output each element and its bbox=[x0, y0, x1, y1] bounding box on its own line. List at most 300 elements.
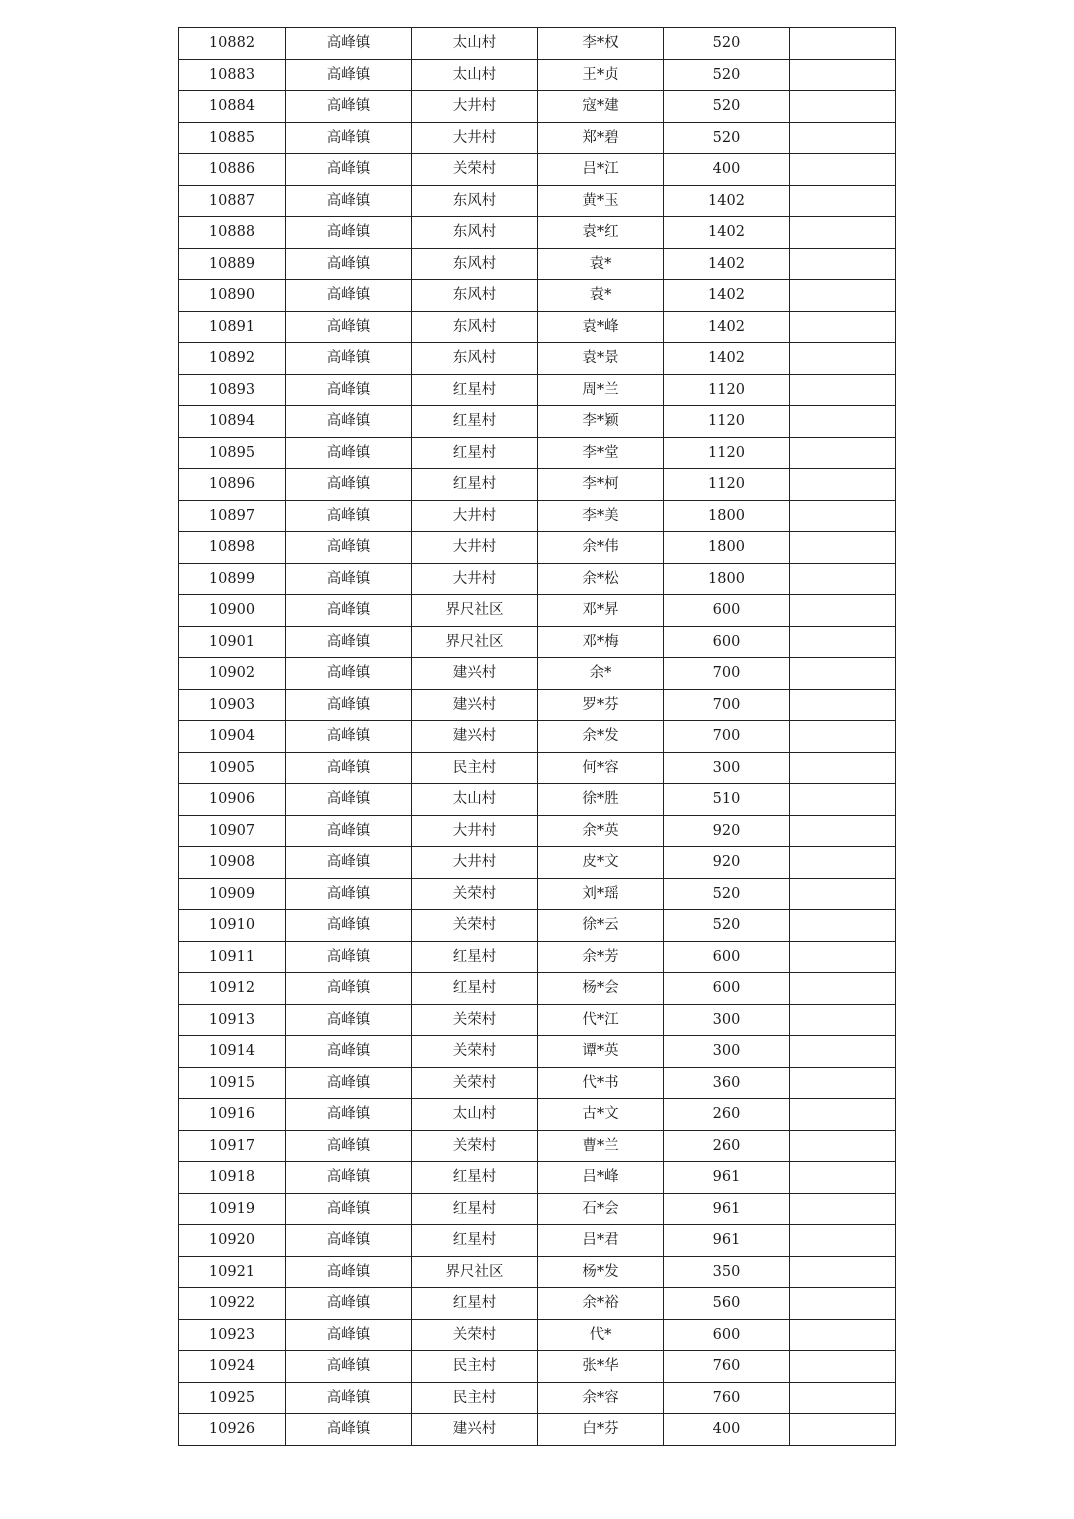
village-cell: 红星村 bbox=[412, 1162, 538, 1194]
note-cell bbox=[790, 784, 896, 816]
amount-cell: 1800 bbox=[664, 532, 790, 564]
amount-cell: 520 bbox=[664, 878, 790, 910]
row-number-cell: 10925 bbox=[179, 1382, 286, 1414]
name-cell: 古*文 bbox=[538, 1099, 664, 1131]
table-row bbox=[179, 1288, 896, 1320]
note-cell bbox=[790, 374, 896, 406]
row-number-cell: 10883 bbox=[179, 59, 286, 91]
table-row bbox=[179, 280, 896, 312]
village-cell: 太山村 bbox=[412, 1099, 538, 1131]
table-row bbox=[179, 217, 896, 249]
note-cell bbox=[790, 1225, 896, 1257]
town-cell: 高峰镇 bbox=[286, 752, 412, 784]
village-cell: 建兴村 bbox=[412, 689, 538, 721]
note-cell bbox=[790, 248, 896, 280]
note-cell bbox=[790, 595, 896, 627]
row-number-cell: 10884 bbox=[179, 91, 286, 123]
amount-cell: 600 bbox=[664, 973, 790, 1005]
town-cell: 高峰镇 bbox=[286, 280, 412, 312]
note-cell bbox=[790, 1099, 896, 1131]
note-cell bbox=[790, 437, 896, 469]
note-cell bbox=[790, 626, 896, 658]
village-cell: 大井村 bbox=[412, 500, 538, 532]
village-cell: 红星村 bbox=[412, 1193, 538, 1225]
town-cell: 高峰镇 bbox=[286, 1256, 412, 1288]
name-cell: 李*柯 bbox=[538, 469, 664, 501]
row-number-cell: 10889 bbox=[179, 248, 286, 280]
amount-cell: 260 bbox=[664, 1099, 790, 1131]
note-cell bbox=[790, 1414, 896, 1446]
village-cell: 建兴村 bbox=[412, 721, 538, 753]
table-row bbox=[179, 469, 896, 501]
note-cell bbox=[790, 1382, 896, 1414]
name-cell: 石*会 bbox=[538, 1193, 664, 1225]
note-cell bbox=[790, 217, 896, 249]
note-cell bbox=[790, 721, 896, 753]
name-cell: 黄*玉 bbox=[538, 185, 664, 217]
town-cell: 高峰镇 bbox=[286, 658, 412, 690]
table-row bbox=[179, 626, 896, 658]
row-number-cell: 10892 bbox=[179, 343, 286, 375]
town-cell: 高峰镇 bbox=[286, 1067, 412, 1099]
table-row bbox=[179, 1004, 896, 1036]
village-cell: 大井村 bbox=[412, 563, 538, 595]
village-cell: 民主村 bbox=[412, 752, 538, 784]
table-row bbox=[179, 122, 896, 154]
town-cell: 高峰镇 bbox=[286, 847, 412, 879]
table-row bbox=[179, 1225, 896, 1257]
name-cell: 李*权 bbox=[538, 28, 664, 60]
amount-cell: 1402 bbox=[664, 217, 790, 249]
amount-cell: 400 bbox=[664, 1414, 790, 1446]
amount-cell: 300 bbox=[664, 752, 790, 784]
table-row bbox=[179, 91, 896, 123]
village-cell: 太山村 bbox=[412, 784, 538, 816]
name-cell: 袁*红 bbox=[538, 217, 664, 249]
table-row bbox=[179, 689, 896, 721]
note-cell bbox=[790, 1130, 896, 1162]
row-number-cell: 10896 bbox=[179, 469, 286, 501]
village-cell: 大井村 bbox=[412, 847, 538, 879]
table-row bbox=[179, 752, 896, 784]
row-number-cell: 10906 bbox=[179, 784, 286, 816]
village-cell: 东风村 bbox=[412, 185, 538, 217]
town-cell: 高峰镇 bbox=[286, 469, 412, 501]
row-number-cell: 10916 bbox=[179, 1099, 286, 1131]
row-number-cell: 10918 bbox=[179, 1162, 286, 1194]
row-number-cell: 10912 bbox=[179, 973, 286, 1005]
table-row bbox=[179, 1382, 896, 1414]
town-cell: 高峰镇 bbox=[286, 28, 412, 60]
note-cell bbox=[790, 1004, 896, 1036]
table-row bbox=[179, 311, 896, 343]
note-cell bbox=[790, 280, 896, 312]
table-row bbox=[179, 847, 896, 879]
town-cell: 高峰镇 bbox=[286, 815, 412, 847]
town-cell: 高峰镇 bbox=[286, 374, 412, 406]
amount-cell: 961 bbox=[664, 1225, 790, 1257]
town-cell: 高峰镇 bbox=[286, 1036, 412, 1068]
name-cell: 邓*梅 bbox=[538, 626, 664, 658]
village-cell: 东风村 bbox=[412, 217, 538, 249]
town-cell: 高峰镇 bbox=[286, 1382, 412, 1414]
village-cell: 东风村 bbox=[412, 343, 538, 375]
note-cell bbox=[790, 973, 896, 1005]
table-row bbox=[179, 595, 896, 627]
village-cell: 民主村 bbox=[412, 1382, 538, 1414]
village-cell: 关荣村 bbox=[412, 1036, 538, 1068]
town-cell: 高峰镇 bbox=[286, 154, 412, 186]
table-row bbox=[179, 1036, 896, 1068]
amount-cell: 1800 bbox=[664, 563, 790, 595]
town-cell: 高峰镇 bbox=[286, 941, 412, 973]
row-number-cell: 10909 bbox=[179, 878, 286, 910]
amount-cell: 520 bbox=[664, 910, 790, 942]
amount-cell: 1800 bbox=[664, 500, 790, 532]
table-row bbox=[179, 721, 896, 753]
row-number-cell: 10921 bbox=[179, 1256, 286, 1288]
note-cell bbox=[790, 689, 896, 721]
name-cell: 杨*会 bbox=[538, 973, 664, 1005]
town-cell: 高峰镇 bbox=[286, 1130, 412, 1162]
amount-cell: 300 bbox=[664, 1036, 790, 1068]
table-row bbox=[179, 374, 896, 406]
village-cell: 关荣村 bbox=[412, 154, 538, 186]
name-cell: 曹*兰 bbox=[538, 1130, 664, 1162]
row-number-cell: 10915 bbox=[179, 1067, 286, 1099]
name-cell: 李*美 bbox=[538, 500, 664, 532]
amount-cell: 600 bbox=[664, 1319, 790, 1351]
village-cell: 红星村 bbox=[412, 1225, 538, 1257]
row-number-cell: 10914 bbox=[179, 1036, 286, 1068]
note-cell bbox=[790, 910, 896, 942]
village-cell: 东风村 bbox=[412, 280, 538, 312]
note-cell bbox=[790, 469, 896, 501]
town-cell: 高峰镇 bbox=[286, 973, 412, 1005]
town-cell: 高峰镇 bbox=[286, 343, 412, 375]
amount-cell: 400 bbox=[664, 154, 790, 186]
note-cell bbox=[790, 1162, 896, 1194]
amount-cell: 350 bbox=[664, 1256, 790, 1288]
amount-cell: 600 bbox=[664, 941, 790, 973]
name-cell: 张*华 bbox=[538, 1351, 664, 1383]
town-cell: 高峰镇 bbox=[286, 437, 412, 469]
name-cell: 徐*云 bbox=[538, 910, 664, 942]
town-cell: 高峰镇 bbox=[286, 878, 412, 910]
town-cell: 高峰镇 bbox=[286, 1414, 412, 1446]
name-cell: 刘*瑶 bbox=[538, 878, 664, 910]
table-row bbox=[179, 1414, 896, 1446]
town-cell: 高峰镇 bbox=[286, 910, 412, 942]
amount-cell: 700 bbox=[664, 658, 790, 690]
roster-table-body bbox=[179, 28, 896, 1446]
row-number-cell: 10924 bbox=[179, 1351, 286, 1383]
town-cell: 高峰镇 bbox=[286, 91, 412, 123]
village-cell: 太山村 bbox=[412, 28, 538, 60]
row-number-cell: 10895 bbox=[179, 437, 286, 469]
amount-cell: 1402 bbox=[664, 248, 790, 280]
name-cell: 吕*江 bbox=[538, 154, 664, 186]
village-cell: 关荣村 bbox=[412, 1067, 538, 1099]
name-cell: 周*兰 bbox=[538, 374, 664, 406]
note-cell bbox=[790, 91, 896, 123]
table-row bbox=[179, 910, 896, 942]
row-number-cell: 10890 bbox=[179, 280, 286, 312]
amount-cell: 920 bbox=[664, 847, 790, 879]
village-cell: 界尺社区 bbox=[412, 626, 538, 658]
amount-cell: 1120 bbox=[664, 406, 790, 438]
town-cell: 高峰镇 bbox=[286, 1004, 412, 1036]
note-cell bbox=[790, 1193, 896, 1225]
town-cell: 高峰镇 bbox=[286, 59, 412, 91]
amount-cell: 600 bbox=[664, 626, 790, 658]
note-cell bbox=[790, 343, 896, 375]
name-cell: 余*发 bbox=[538, 721, 664, 753]
name-cell: 罗*芬 bbox=[538, 689, 664, 721]
note-cell bbox=[790, 752, 896, 784]
note-cell bbox=[790, 59, 896, 91]
name-cell: 杨*发 bbox=[538, 1256, 664, 1288]
table-row bbox=[179, 154, 896, 186]
note-cell bbox=[790, 122, 896, 154]
amount-cell: 1120 bbox=[664, 469, 790, 501]
village-cell: 关荣村 bbox=[412, 878, 538, 910]
row-number-cell: 10919 bbox=[179, 1193, 286, 1225]
row-number-cell: 10911 bbox=[179, 941, 286, 973]
row-number-cell: 10908 bbox=[179, 847, 286, 879]
amount-cell: 360 bbox=[664, 1067, 790, 1099]
village-cell: 关荣村 bbox=[412, 910, 538, 942]
town-cell: 高峰镇 bbox=[286, 122, 412, 154]
table-row bbox=[179, 563, 896, 595]
name-cell: 寇*建 bbox=[538, 91, 664, 123]
note-cell bbox=[790, 1288, 896, 1320]
village-cell: 红星村 bbox=[412, 437, 538, 469]
village-cell: 民主村 bbox=[412, 1351, 538, 1383]
village-cell: 红星村 bbox=[412, 1288, 538, 1320]
name-cell: 袁* bbox=[538, 280, 664, 312]
village-cell: 红星村 bbox=[412, 941, 538, 973]
note-cell bbox=[790, 311, 896, 343]
row-number-cell: 10917 bbox=[179, 1130, 286, 1162]
row-number-cell: 10910 bbox=[179, 910, 286, 942]
note-cell bbox=[790, 406, 896, 438]
name-cell: 代*江 bbox=[538, 1004, 664, 1036]
row-number-cell: 10900 bbox=[179, 595, 286, 627]
table-row bbox=[179, 1319, 896, 1351]
table-row bbox=[179, 185, 896, 217]
note-cell bbox=[790, 563, 896, 595]
town-cell: 高峰镇 bbox=[286, 595, 412, 627]
town-cell: 高峰镇 bbox=[286, 1162, 412, 1194]
note-cell bbox=[790, 500, 896, 532]
town-cell: 高峰镇 bbox=[286, 1225, 412, 1257]
amount-cell: 961 bbox=[664, 1162, 790, 1194]
name-cell: 余* bbox=[538, 658, 664, 690]
row-number-cell: 10922 bbox=[179, 1288, 286, 1320]
amount-cell: 300 bbox=[664, 1004, 790, 1036]
note-cell bbox=[790, 941, 896, 973]
village-cell: 红星村 bbox=[412, 374, 538, 406]
name-cell: 余*容 bbox=[538, 1382, 664, 1414]
village-cell: 大井村 bbox=[412, 532, 538, 564]
town-cell: 高峰镇 bbox=[286, 784, 412, 816]
table-row bbox=[179, 658, 896, 690]
name-cell: 袁* bbox=[538, 248, 664, 280]
table-row bbox=[179, 815, 896, 847]
table-row bbox=[179, 1162, 896, 1194]
amount-cell: 760 bbox=[664, 1351, 790, 1383]
row-number-cell: 10902 bbox=[179, 658, 286, 690]
row-number-cell: 10891 bbox=[179, 311, 286, 343]
name-cell: 李*颖 bbox=[538, 406, 664, 438]
name-cell: 邓*昇 bbox=[538, 595, 664, 627]
note-cell bbox=[790, 815, 896, 847]
table-row bbox=[179, 1130, 896, 1162]
amount-cell: 520 bbox=[664, 122, 790, 154]
town-cell: 高峰镇 bbox=[286, 1193, 412, 1225]
name-cell: 余*英 bbox=[538, 815, 664, 847]
name-cell: 余*松 bbox=[538, 563, 664, 595]
name-cell: 郑*碧 bbox=[538, 122, 664, 154]
table-row bbox=[179, 878, 896, 910]
note-cell bbox=[790, 532, 896, 564]
row-number-cell: 10882 bbox=[179, 28, 286, 60]
village-cell: 界尺社区 bbox=[412, 595, 538, 627]
amount-cell: 600 bbox=[664, 595, 790, 627]
amount-cell: 1402 bbox=[664, 185, 790, 217]
amount-cell: 1402 bbox=[664, 311, 790, 343]
note-cell bbox=[790, 1256, 896, 1288]
village-cell: 东风村 bbox=[412, 248, 538, 280]
table-row bbox=[179, 1256, 896, 1288]
name-cell: 谭*英 bbox=[538, 1036, 664, 1068]
name-cell: 徐*胜 bbox=[538, 784, 664, 816]
town-cell: 高峰镇 bbox=[286, 721, 412, 753]
town-cell: 高峰镇 bbox=[286, 626, 412, 658]
table-row bbox=[179, 406, 896, 438]
village-cell: 红星村 bbox=[412, 406, 538, 438]
table-row bbox=[179, 784, 896, 816]
row-number-cell: 10901 bbox=[179, 626, 286, 658]
note-cell bbox=[790, 847, 896, 879]
row-number-cell: 10913 bbox=[179, 1004, 286, 1036]
row-number-cell: 10887 bbox=[179, 185, 286, 217]
town-cell: 高峰镇 bbox=[286, 1319, 412, 1351]
town-cell: 高峰镇 bbox=[286, 217, 412, 249]
village-cell: 红星村 bbox=[412, 469, 538, 501]
town-cell: 高峰镇 bbox=[286, 563, 412, 595]
town-cell: 高峰镇 bbox=[286, 500, 412, 532]
town-cell: 高峰镇 bbox=[286, 1288, 412, 1320]
village-cell: 关荣村 bbox=[412, 1004, 538, 1036]
name-cell: 吕*峰 bbox=[538, 1162, 664, 1194]
note-cell bbox=[790, 1036, 896, 1068]
village-cell: 关荣村 bbox=[412, 1130, 538, 1162]
name-cell: 皮*文 bbox=[538, 847, 664, 879]
town-cell: 高峰镇 bbox=[286, 689, 412, 721]
row-number-cell: 10905 bbox=[179, 752, 286, 784]
row-number-cell: 10893 bbox=[179, 374, 286, 406]
village-cell: 大井村 bbox=[412, 91, 538, 123]
amount-cell: 1402 bbox=[664, 280, 790, 312]
name-cell: 余*伟 bbox=[538, 532, 664, 564]
note-cell bbox=[790, 1319, 896, 1351]
amount-cell: 520 bbox=[664, 28, 790, 60]
note-cell bbox=[790, 658, 896, 690]
village-cell: 太山村 bbox=[412, 59, 538, 91]
amount-cell: 1402 bbox=[664, 343, 790, 375]
town-cell: 高峰镇 bbox=[286, 311, 412, 343]
amount-cell: 760 bbox=[664, 1382, 790, 1414]
name-cell: 李*堂 bbox=[538, 437, 664, 469]
row-number-cell: 10907 bbox=[179, 815, 286, 847]
table-row bbox=[179, 500, 896, 532]
name-cell: 何*容 bbox=[538, 752, 664, 784]
name-cell: 余*芳 bbox=[538, 941, 664, 973]
name-cell: 袁*峰 bbox=[538, 311, 664, 343]
table-row bbox=[179, 1351, 896, 1383]
table-row bbox=[179, 1193, 896, 1225]
amount-cell: 920 bbox=[664, 815, 790, 847]
row-number-cell: 10885 bbox=[179, 122, 286, 154]
name-cell: 王*贞 bbox=[538, 59, 664, 91]
row-number-cell: 10904 bbox=[179, 721, 286, 753]
row-number-cell: 10886 bbox=[179, 154, 286, 186]
amount-cell: 260 bbox=[664, 1130, 790, 1162]
row-number-cell: 10926 bbox=[179, 1414, 286, 1446]
note-cell bbox=[790, 154, 896, 186]
table-row bbox=[179, 1067, 896, 1099]
table-row bbox=[179, 437, 896, 469]
amount-cell: 520 bbox=[664, 59, 790, 91]
note-cell bbox=[790, 28, 896, 60]
name-cell: 吕*君 bbox=[538, 1225, 664, 1257]
row-number-cell: 10894 bbox=[179, 406, 286, 438]
village-cell: 关荣村 bbox=[412, 1319, 538, 1351]
town-cell: 高峰镇 bbox=[286, 185, 412, 217]
name-cell: 代*书 bbox=[538, 1067, 664, 1099]
amount-cell: 961 bbox=[664, 1193, 790, 1225]
amount-cell: 560 bbox=[664, 1288, 790, 1320]
village-cell: 建兴村 bbox=[412, 658, 538, 690]
row-number-cell: 10920 bbox=[179, 1225, 286, 1257]
village-cell: 界尺社区 bbox=[412, 1256, 538, 1288]
row-number-cell: 10898 bbox=[179, 532, 286, 564]
town-cell: 高峰镇 bbox=[286, 1099, 412, 1131]
roster-table bbox=[178, 27, 896, 1446]
note-cell bbox=[790, 878, 896, 910]
village-cell: 建兴村 bbox=[412, 1414, 538, 1446]
name-cell: 余*裕 bbox=[538, 1288, 664, 1320]
town-cell: 高峰镇 bbox=[286, 532, 412, 564]
table-row bbox=[179, 59, 896, 91]
row-number-cell: 10899 bbox=[179, 563, 286, 595]
table-row bbox=[179, 1099, 896, 1131]
table-row bbox=[179, 28, 896, 60]
town-cell: 高峰镇 bbox=[286, 406, 412, 438]
table-row bbox=[179, 532, 896, 564]
name-cell: 袁*景 bbox=[538, 343, 664, 375]
amount-cell: 700 bbox=[664, 721, 790, 753]
row-number-cell: 10888 bbox=[179, 217, 286, 249]
row-number-cell: 10897 bbox=[179, 500, 286, 532]
town-cell: 高峰镇 bbox=[286, 1351, 412, 1383]
table-row bbox=[179, 941, 896, 973]
amount-cell: 520 bbox=[664, 91, 790, 123]
table-row bbox=[179, 248, 896, 280]
note-cell bbox=[790, 1351, 896, 1383]
